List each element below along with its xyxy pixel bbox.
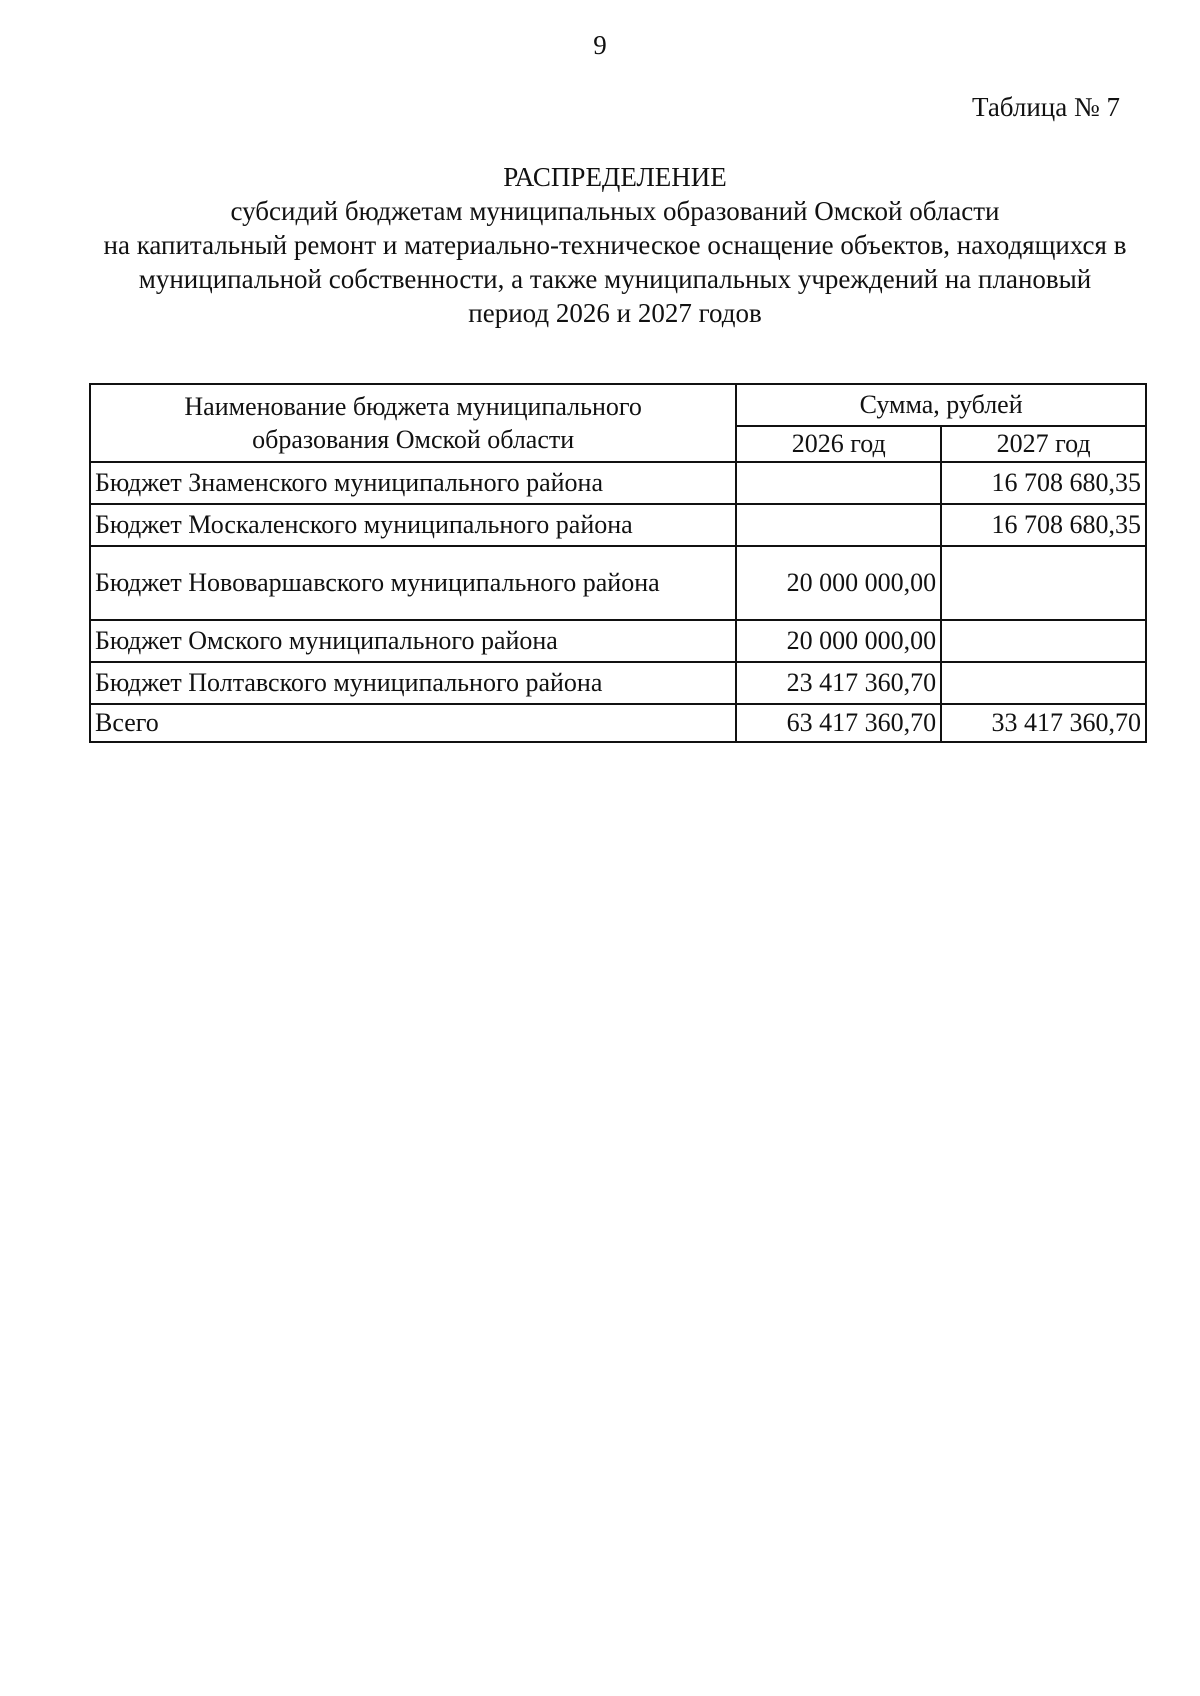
row-amount-2027 — [941, 662, 1146, 704]
table-caption: Таблица № 7 — [972, 92, 1120, 122]
heading-title: РАСПРЕДЕЛЕНИЕ — [503, 162, 727, 192]
table-header-row — [90, 384, 1146, 426]
row-amount-2027 — [941, 620, 1146, 662]
heading-line: на капитальный ремонт и материально-техническое оснащение объектов, находящихся в — [103, 230, 1127, 260]
row-amount-2026: 20 000 000,00 — [736, 546, 941, 620]
row-name: Бюджет Омского муниципального района — [90, 620, 736, 662]
total-amount-2026: 63 417 360,70 — [736, 704, 941, 742]
heading-line: муниципальной собственности, а также муниципальных учреждений на плановый — [138, 264, 1092, 294]
table-row — [90, 620, 1146, 662]
column-header-2026: 2026 год — [736, 426, 941, 462]
row-name: Бюджет Полтавского муниципального района — [90, 662, 736, 704]
total-label: Всего — [90, 704, 736, 742]
row-amount-2026 — [736, 504, 941, 546]
row-amount-2026: 20 000 000,00 — [736, 620, 941, 662]
document-heading — [80, 160, 1150, 330]
table-row — [90, 462, 1146, 504]
page-number: 9 — [593, 30, 607, 60]
table-row — [90, 504, 1146, 546]
column-header-name — [90, 384, 736, 462]
column-header-sum: Сумма, рублей — [736, 384, 1146, 426]
table-total-row — [90, 704, 1146, 742]
column-header-2027: 2027 год — [941, 426, 1146, 462]
column-header-name-line2: образования Омской области — [252, 425, 575, 454]
table-row — [90, 546, 1146, 620]
row-amount-2026 — [736, 462, 941, 504]
row-amount-2027: 16 708 680,35 — [941, 462, 1146, 504]
row-name: Бюджет Знаменского муниципального района — [90, 462, 736, 504]
row-name: Бюджет Москаленского муниципального района — [90, 504, 736, 546]
heading-line: период 2026 и 2027 годов — [468, 298, 762, 328]
subsidy-distribution-table — [89, 383, 1147, 743]
row-amount-2027: 16 708 680,35 — [941, 504, 1146, 546]
total-amount-2027: 33 417 360,70 — [941, 704, 1146, 742]
row-amount-2026: 23 417 360,70 — [736, 662, 941, 704]
row-amount-2027 — [941, 546, 1146, 620]
row-name: Бюджет Нововаршавского муниципального района — [90, 546, 736, 620]
column-header-name-line1: Наименование бюджета муниципального — [184, 392, 642, 421]
table-row — [90, 662, 1146, 704]
heading-line: субсидий бюджетам муниципальных образований Омской области — [230, 196, 1000, 226]
